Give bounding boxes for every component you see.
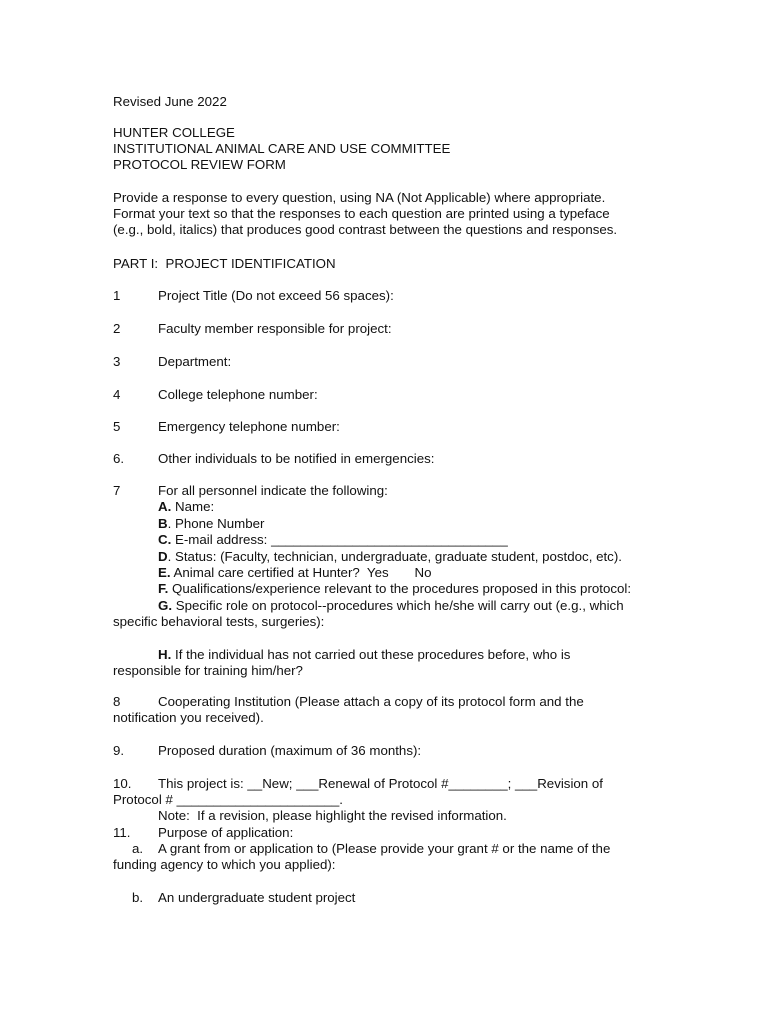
question-project-title: Project Title (Do not exceed 56 spaces):	[158, 288, 394, 303]
revision-note: Note: If a revision, please highlight the revised information.	[158, 808, 507, 823]
personnel-item-c	[158, 532, 508, 548]
purpose-item-letter: b.	[132, 890, 144, 905]
personnel-item-g	[158, 598, 624, 614]
instructions-line-1: Provide a response to every question, using NA (Not Applicable) where appropriate.	[113, 190, 606, 205]
item-text: If the individual has not carried out these procedures before, who is	[171, 647, 571, 662]
purpose-item-letter: a.	[132, 841, 144, 856]
question-number: 10.	[113, 776, 132, 791]
personnel-item-b	[158, 516, 264, 532]
question-project-type: This project is: __New; ___Renewal of Protocol #________; ___Revision of	[158, 776, 603, 791]
personnel-item-g-continued: specific behavioral tests, surgeries):	[113, 614, 325, 629]
personnel-item-h-continued: responsible for training him/her?	[113, 663, 303, 678]
item-label: G.	[158, 598, 173, 613]
question-cooperating-institution-continued: notification you received).	[113, 710, 264, 725]
personnel-item-d	[158, 549, 622, 565]
question-number: 7	[113, 483, 121, 498]
item-label: F.	[158, 581, 169, 596]
item-label: B	[158, 516, 168, 531]
instructions-line-2: Format your text so that the responses to each question are printed using a typeface	[113, 206, 610, 221]
question-project-type-continued: Protocol # ______________________.	[113, 792, 343, 807]
instructions-line-3: (e.g., bold, italics) that produces good contrast between the questions and responses.	[113, 222, 618, 237]
question-emergency-contacts: Other individuals to be notified in emergencies:	[158, 451, 435, 466]
item-label: E.	[158, 565, 171, 580]
question-number: 11.	[113, 825, 131, 840]
item-text: Qualifications/experience relevant to the procedures proposed in this protocol:	[168, 581, 632, 596]
revised-date: Revised June 2022	[113, 94, 227, 109]
question-personnel: For all personnel indicate the following:	[158, 483, 388, 498]
part-heading: PART I: PROJECT IDENTIFICATION	[113, 256, 336, 271]
item-text: . Phone Number	[167, 516, 265, 531]
question-emergency-phone: Emergency telephone number:	[158, 419, 340, 434]
question-proposed-duration: Proposed duration (maximum of 36 months):	[158, 743, 422, 758]
purpose-item-grant: A grant from or application to (Please provide your grant # or the name of the	[158, 841, 611, 856]
question-department: Department:	[158, 354, 232, 369]
question-number: 3	[113, 354, 121, 369]
question-number: 4	[113, 387, 121, 402]
personnel-item-h	[158, 647, 570, 663]
college-name: HUNTER COLLEGE	[113, 125, 235, 140]
question-number: 1	[113, 288, 121, 303]
purpose-item-undergraduate: An undergraduate student project	[158, 890, 356, 905]
committee-name: INSTITUTIONAL ANIMAL CARE AND USE COMMITTEE	[113, 141, 451, 156]
question-purpose: Purpose of application:	[158, 825, 294, 840]
question-number: 6.	[113, 451, 125, 466]
item-label: A.	[158, 499, 172, 514]
item-text: E-mail address: ________________________________	[171, 532, 508, 547]
item-label: C.	[158, 532, 172, 547]
question-number: 5	[113, 419, 121, 434]
question-number: 8	[113, 694, 121, 709]
question-cooperating-institution: Cooperating Institution (Please attach a copy of its protocol form and the	[158, 694, 584, 709]
item-label: H.	[158, 647, 172, 662]
personnel-item-a	[158, 499, 214, 515]
form-title: PROTOCOL REVIEW FORM	[113, 157, 286, 172]
item-text: Animal care certified at Hunter? Yes No	[170, 565, 432, 580]
item-text: . Status: (Faculty, technician, undergraduate, graduate student, postdoc, etc).	[167, 549, 622, 564]
purpose-item-grant-continued: funding agency to which you applied):	[113, 857, 336, 872]
question-college-phone: College telephone number:	[158, 387, 318, 402]
question-faculty-member: Faculty member responsible for project:	[158, 321, 392, 336]
item-label: D	[158, 549, 168, 564]
personnel-item-e	[158, 565, 431, 581]
item-text: Specific role on protocol--procedures which he/she will carry out (e.g., which	[172, 598, 624, 613]
item-text: Name:	[171, 499, 215, 514]
question-number: 2	[113, 321, 121, 336]
question-number: 9.	[113, 743, 125, 758]
personnel-item-f	[158, 581, 631, 597]
